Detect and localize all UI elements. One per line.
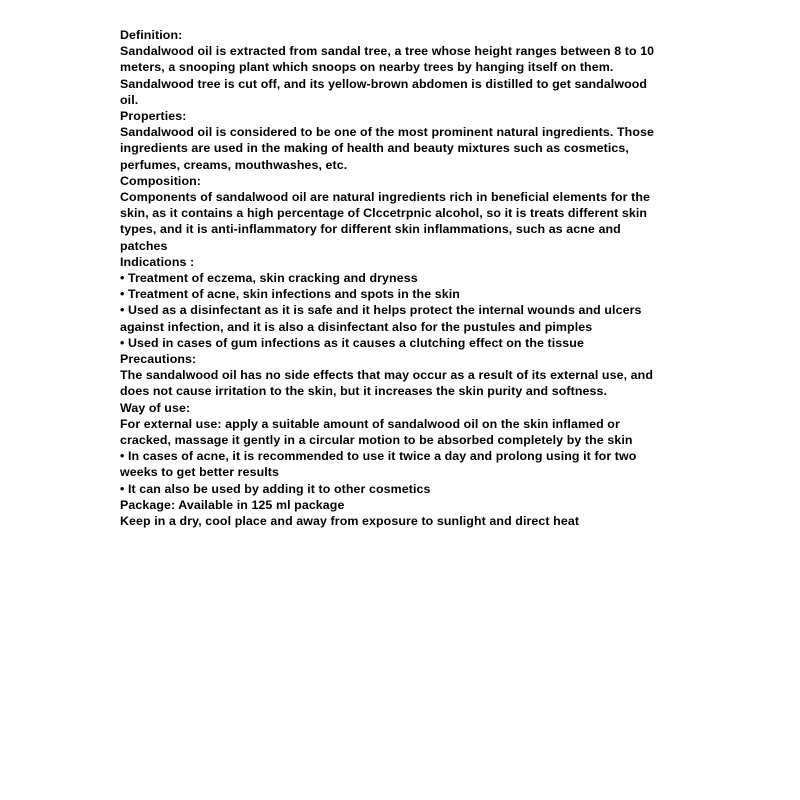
properties-text: Sandalwood oil is considered to be one of the most prominent natural ingredients. Those ingredients are used in the making of health and beauty mixtures such as cosmetics, perfumes, creams, mouthwashes, etc. [120,125,654,172]
list-item: • Used as a disinfectant as it is safe and it helps protect the internal wounds and ulcers against infection, and it is also a disinfectant also for the pustules and pimples [120,302,660,334]
list-item: • Treatment of acne, skin infections and spots in the skin [120,286,660,302]
composition-heading: Composition: [120,173,202,188]
precautions-text: The sandalwood oil has no side effects that may occur as a result of its external use, and does not cause irritation to the skin, but it increases the skin purity and softness. [120,368,653,399]
storage-info: Keep in a dry, cool place and away from exposure to sunlight and direct heat [120,514,580,529]
list-item: • Treatment of eczema, skin cracking and dryness [120,270,660,286]
way-of-use-text: For external use: apply a suitable amount of sandalwood oil on the skin inflamed or cracked, massage it gently in a circular motion to be absorbed completely by the skin [120,416,633,448]
product-description [120,27,660,529]
definition-heading: Definition: [120,28,183,42]
properties-heading: Properties: [120,109,187,124]
list-item: • In cases of acne, it is recommended to use it twice a day and prolong using it for two weeks to get better results [120,448,660,480]
composition-text: Components of sandalwood oil are natural ingredients rich in beneficial elements for the skin, as it contains a high percentage of Clccetrpnic alcohol, so it is treats different skin types, and it is anti-inflammatory for different skin inflammations, such as acne and patches [120,190,650,253]
definition-text: Sandalwood oil is extracted from sandal tree, a tree whose height ranges between 8 to 10 meters, a snooping plant which snoops on nearby trees by hanging itself on them. Sandalwood tree is cut off, and its yellow-brown abdomen is distilled to get sandalwood oil. [120,44,655,107]
list-item: • Used in cases of gum infections as it causes a clutching effect on the tissue [120,335,660,351]
indications-heading: Indications : [120,254,195,269]
package-info: Package: Available in 125 ml package [120,497,345,512]
indications-list [120,270,660,351]
precautions-heading: Precautions: [120,352,197,367]
way-of-use-heading: Way of use: [120,400,191,415]
way-of-use-list [120,448,660,497]
list-item: • It can also be used by adding it to other cosmetics [120,481,660,497]
